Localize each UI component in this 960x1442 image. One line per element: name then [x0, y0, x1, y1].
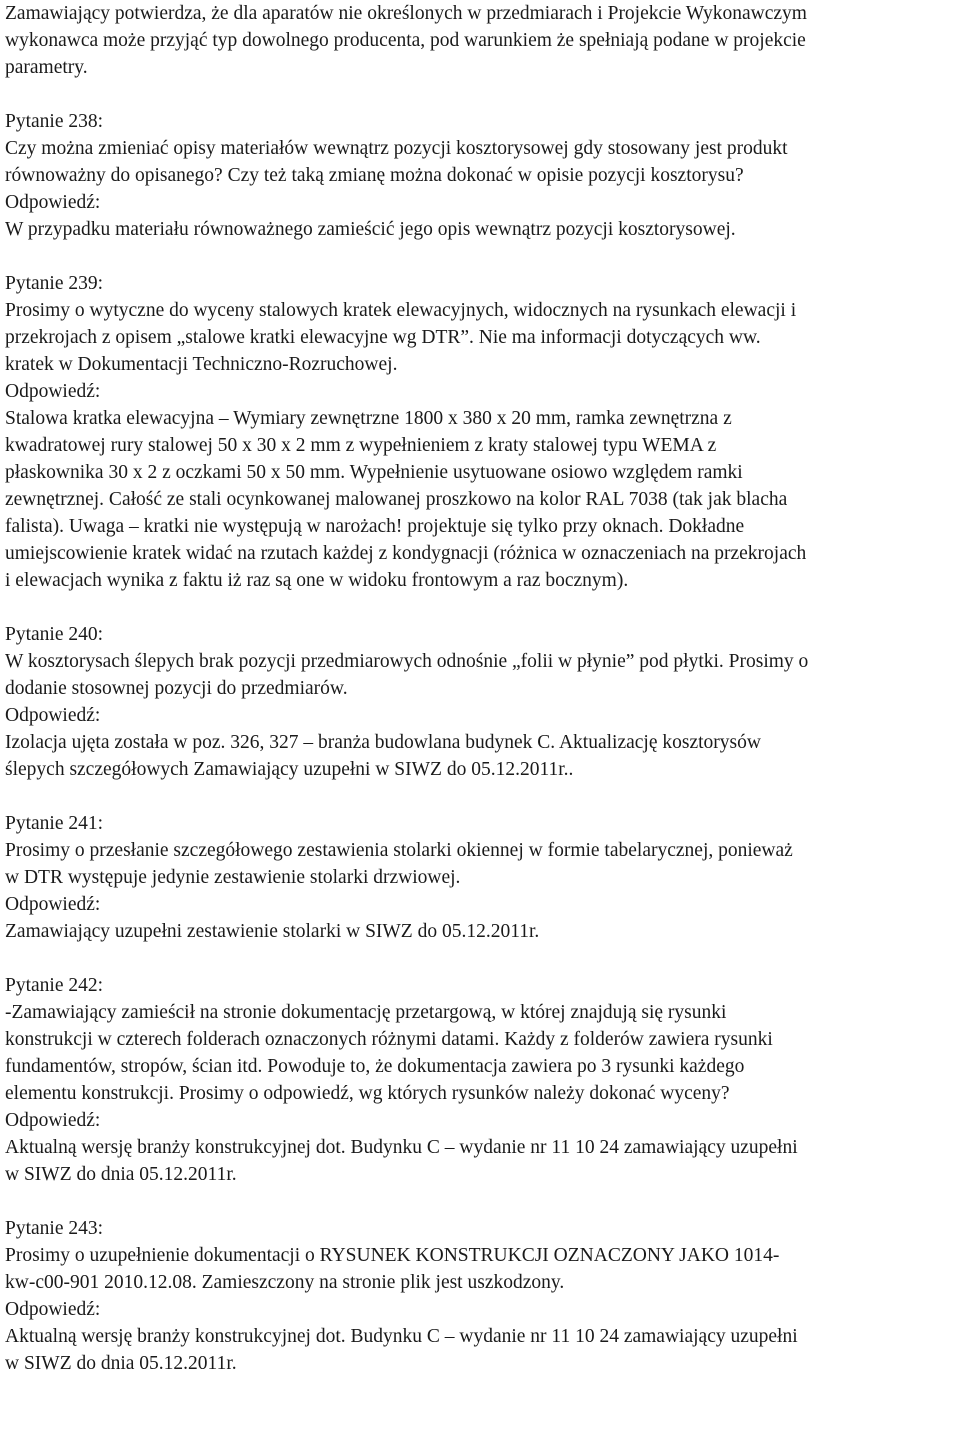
paragraph-gap	[5, 1188, 956, 1215]
question-text-line: dodanie stosownej pozycji do przedmiarów.	[5, 678, 348, 699]
answer-label: Odpowiedź:	[5, 894, 101, 915]
question-text-line: konstrukcji w czterech folderach oznaczonych różnymi datami. Każdy z folderów zawiera rysunki	[5, 1029, 773, 1050]
answer-label: Odpowiedź:	[5, 192, 101, 213]
question-block	[5, 1215, 956, 1377]
question-heading: Pytanie 238:	[5, 111, 104, 132]
question-text-line: przekrojach z opisem „stalowe kratki elewacyjne wg DTR”. Nie ma informacji dotyczących ww.	[5, 327, 761, 348]
question-block	[5, 270, 956, 594]
question-heading: Pytanie 241:	[5, 813, 104, 834]
paragraph-line: wykonawca może przyjąć typ dowolnego producenta, pod warunkiem że spełniają podane w projekcie	[5, 30, 806, 51]
question-text-line: równoważny do opisanego? Czy też taką zmianę można dokonać w opisie pozycji kosztorysu?	[5, 165, 744, 186]
answer-text-line: kwadratowej rury stalowej 50 x 30 x 2 mm z wypełnieniem z kraty stalowej typu WEMA z	[5, 435, 717, 456]
intro-paragraph	[5, 0, 956, 81]
question-text-line: kw-c00-901 2010.12.08. Zamieszczony na stronie plik jest uszkodzony.	[5, 1272, 565, 1293]
answer-label: Odpowiedź:	[5, 705, 101, 726]
question-text-line: w DTR występuje jedynie zestawienie stolarki drzwiowej.	[5, 867, 461, 888]
answer-text-line: zewnętrznej. Całość ze stali ocynkowanej malowanej proszkowo na kolor RAL 7038 (tak jak blacha	[5, 489, 788, 510]
question-text-line: Prosimy o wytyczne do wyceny stalowych kratek elewacyjnych, widocznych na rysunkach elewacji i	[5, 300, 797, 321]
question-text-line: Prosimy o uzupełnienie dokumentacji o RYSUNEK KONSTRUKCJI OZNACZONY JAKO 1014-	[5, 1245, 780, 1266]
answer-text-line: i elewacjach wynika z faktu iż raz są one w widoku frontowym a raz bocznym).	[5, 570, 629, 591]
answer-label: Odpowiedź:	[5, 381, 101, 402]
question-block	[5, 972, 956, 1188]
question-text-line: kratek w Dokumentacji Techniczno-Rozruchowej.	[5, 354, 398, 375]
answer-text-line: umiejscowienie kratek widać na rzutach każdej z kondygnacji (różnica w oznaczeniach na przekrojach	[5, 543, 807, 564]
paragraph-line: parametry.	[5, 57, 88, 78]
answer-text-line: Stalowa kratka elewacyjna – Wymiary zewnętrzne 1800 x 380 x 20 mm, ramka zewnętrzna z	[5, 408, 732, 429]
answer-text-line: falista). Uwaga – kratki nie występują w narożach! projektuje się tylko przy oknach. Dokładne	[5, 516, 745, 537]
paragraph-gap	[5, 243, 956, 270]
question-text-line: Czy można zmieniać opisy materiałów wewnątrz pozycji kosztorysowej gdy stosowany jest produkt	[5, 138, 788, 159]
question-heading: Pytanie 239:	[5, 273, 104, 294]
paragraph-line: Zamawiający potwierdza, że dla aparatów nie określonych w przedmiarach i Projekcie Wykonawczym	[5, 3, 807, 24]
answer-text-line: Izolacja ujęta została w poz. 326, 327 – branża budowlana budynek C. Aktualizację kosztorysów	[5, 732, 761, 753]
question-text-line: elementu konstrukcji. Prosimy o odpowiedź, wg których rysunków należy dokonać wyceny?	[5, 1083, 730, 1104]
answer-text-line: W przypadku materiału równoważnego zamieścić jego opis wewnątrz pozycji kosztorysowej.	[5, 219, 736, 240]
question-heading: Pytanie 240:	[5, 624, 104, 645]
question-heading: Pytanie 242:	[5, 975, 104, 996]
question-text-line: fundamentów, stropów, ścian itd. Powoduje to, że dokumentacja zawiera po 3 rysunki każdego	[5, 1056, 745, 1077]
answer-text-line: płaskownika 30 x 2 z oczkami 50 x 50 mm. Wypełnienie usytuowane osiowo względem ramki	[5, 462, 743, 483]
answer-text-line: Aktualną wersję branży konstrukcyjnej dot. Budynku C – wydanie nr 11 10 24 zamawiający uzupełni	[5, 1326, 798, 1347]
question-block	[5, 810, 956, 945]
question-text-line: W kosztorysach ślepych brak pozycji przedmiarowych odnośnie „folii w płynie” pod płytki. Prosimy o	[5, 651, 809, 672]
question-block	[5, 621, 956, 783]
question-heading: Pytanie 243:	[5, 1218, 104, 1239]
question-block	[5, 108, 956, 243]
paragraph-gap	[5, 783, 956, 810]
answer-text-line: w SIWZ do dnia 05.12.2011r.	[5, 1353, 237, 1374]
paragraph-gap	[5, 81, 956, 108]
answer-text-line: Aktualną wersję branży konstrukcyjnej dot. Budynku C – wydanie nr 11 10 24 zamawiający uzupełni	[5, 1137, 798, 1158]
question-text-line: Prosimy o przesłanie szczegółowego zestawienia stolarki okiennej w formie tabelarycznej, ponieważ	[5, 840, 793, 861]
paragraph-gap	[5, 594, 956, 621]
answer-text-line: ślepych szczegółowych Zamawiający uzupełni w SIWZ do 05.12.2011r..	[5, 759, 574, 780]
answer-label: Odpowiedź:	[5, 1299, 101, 1320]
question-text-line: -Zamawiający zamieścił na stronie dokumentację przetargową, w której znajdują się rysunki	[5, 1002, 727, 1023]
answer-text-line: Zamawiający uzupełni zestawienie stolarki w SIWZ do 05.12.2011r.	[5, 921, 540, 942]
answer-text-line: w SIWZ do dnia 05.12.2011r.	[5, 1164, 237, 1185]
answer-label: Odpowiedź:	[5, 1110, 101, 1131]
paragraph-gap	[5, 945, 956, 972]
